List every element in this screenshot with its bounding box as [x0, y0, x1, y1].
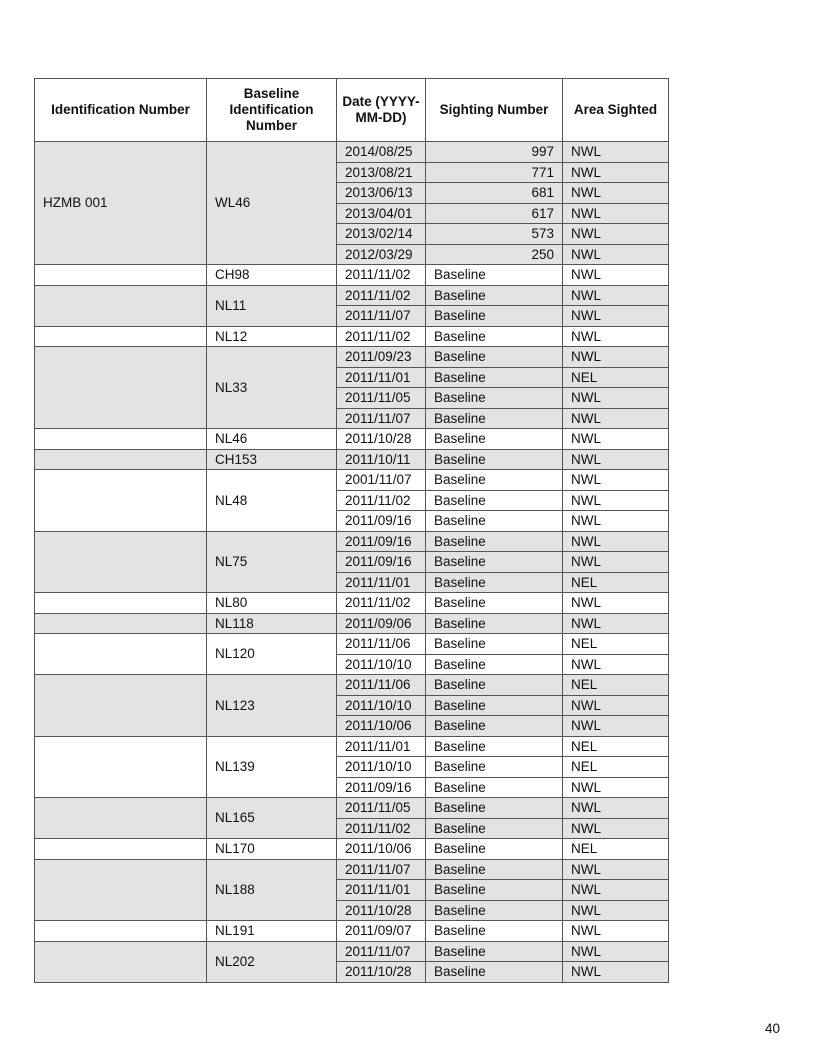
table-row: [35, 449, 669, 470]
sightings-table: [34, 78, 669, 983]
area-sighted-cell: NWL: [563, 962, 669, 983]
date-cell: 2011/11/05: [337, 798, 426, 819]
area-sighted-cell: NWL: [563, 470, 669, 491]
identification-number-cell: [35, 326, 207, 347]
area-sighted-cell: NWL: [563, 183, 669, 204]
area-sighted-cell: NEL: [563, 675, 669, 696]
sighting-number-cell: 573: [426, 224, 563, 245]
area-sighted-cell: NWL: [563, 716, 669, 737]
identification-number-cell: [35, 449, 207, 470]
date-cell: 2011/09/16: [337, 777, 426, 798]
area-sighted-cell: NEL: [563, 572, 669, 593]
sighting-number-cell: Baseline: [426, 449, 563, 470]
date-cell: 2011/11/02: [337, 326, 426, 347]
date-cell: 2011/09/16: [337, 531, 426, 552]
sighting-number-cell: 771: [426, 162, 563, 183]
sighting-number-cell: Baseline: [426, 880, 563, 901]
area-sighted-cell: NWL: [563, 880, 669, 901]
area-sighted-cell: NWL: [563, 900, 669, 921]
sighting-number-cell: Baseline: [426, 347, 563, 368]
date-cell: 2011/10/28: [337, 900, 426, 921]
area-sighted-cell: NWL: [563, 777, 669, 798]
area-sighted-cell: NWL: [563, 162, 669, 183]
area-sighted-cell: NEL: [563, 634, 669, 655]
date-cell: 2011/11/01: [337, 367, 426, 388]
area-sighted-cell: NWL: [563, 265, 669, 286]
table-row: [35, 531, 669, 552]
sighting-number-cell: Baseline: [426, 511, 563, 532]
area-sighted-cell: NEL: [563, 757, 669, 778]
date-cell: 2011/11/02: [337, 490, 426, 511]
area-sighted-cell: NWL: [563, 613, 669, 634]
date-cell: 2011/09/07: [337, 921, 426, 942]
date-cell: 2011/11/06: [337, 634, 426, 655]
area-sighted-cell: NWL: [563, 593, 669, 614]
date-cell: 2011/11/02: [337, 593, 426, 614]
baseline-id-cell: NL139: [207, 736, 337, 798]
header-baseline-identification-number: Baseline Identification Number: [207, 79, 337, 142]
area-sighted-cell: NWL: [563, 798, 669, 819]
area-sighted-cell: NWL: [563, 224, 669, 245]
sighting-number-cell: Baseline: [426, 695, 563, 716]
sighting-number-cell: Baseline: [426, 613, 563, 634]
header-area-sighted: Area Sighted: [563, 79, 669, 142]
sighting-number-cell: 681: [426, 183, 563, 204]
sighting-number-cell: Baseline: [426, 552, 563, 573]
sighting-number-cell: Baseline: [426, 490, 563, 511]
area-sighted-cell: NEL: [563, 367, 669, 388]
date-cell: 2012/03/29: [337, 244, 426, 265]
table-row: [35, 470, 669, 491]
date-cell: 2011/10/11: [337, 449, 426, 470]
date-cell: 2011/10/28: [337, 429, 426, 450]
date-cell: 2011/10/10: [337, 695, 426, 716]
area-sighted-cell: NEL: [563, 736, 669, 757]
area-sighted-cell: NWL: [563, 859, 669, 880]
date-cell: 2011/11/07: [337, 859, 426, 880]
area-sighted-cell: NWL: [563, 429, 669, 450]
sighting-number-cell: Baseline: [426, 654, 563, 675]
date-cell: 2013/02/14: [337, 224, 426, 245]
date-cell: 2011/10/10: [337, 654, 426, 675]
sighting-number-cell: Baseline: [426, 531, 563, 552]
identification-number-cell: [35, 285, 207, 326]
identification-number-cell: [35, 859, 207, 921]
table-row: [35, 429, 669, 450]
table-row: [35, 798, 669, 819]
header-date: Date (YYYY-MM-DD): [337, 79, 426, 142]
sighting-number-cell: Baseline: [426, 367, 563, 388]
identification-number-cell: [35, 941, 207, 982]
identification-number-cell: [35, 347, 207, 429]
area-sighted-cell: NWL: [563, 347, 669, 368]
table-row: [35, 736, 669, 757]
baseline-id-cell: NL12: [207, 326, 337, 347]
area-sighted-cell: NWL: [563, 388, 669, 409]
identification-number-cell: [35, 531, 207, 593]
identification-number-cell: [35, 634, 207, 675]
baseline-id-cell: NL191: [207, 921, 337, 942]
baseline-id-cell: NL33: [207, 347, 337, 429]
sighting-number-cell: Baseline: [426, 572, 563, 593]
table-row: [35, 142, 669, 163]
date-cell: 2011/11/01: [337, 572, 426, 593]
baseline-id-cell: NL118: [207, 613, 337, 634]
sighting-number-cell: Baseline: [426, 921, 563, 942]
area-sighted-cell: NWL: [563, 449, 669, 470]
date-cell: 2011/10/06: [337, 839, 426, 860]
table-row: [35, 326, 669, 347]
header-identification-number: Identification Number: [35, 79, 207, 142]
date-cell: 2011/09/16: [337, 511, 426, 532]
sighting-number-cell: Baseline: [426, 285, 563, 306]
date-cell: 2011/11/07: [337, 306, 426, 327]
date-cell: 2013/08/21: [337, 162, 426, 183]
baseline-id-cell: CH98: [207, 265, 337, 286]
identification-number-cell: [35, 839, 207, 860]
sighting-number-cell: Baseline: [426, 839, 563, 860]
date-cell: 2011/11/02: [337, 818, 426, 839]
identification-number-cell: [35, 675, 207, 737]
date-cell: 2011/10/06: [337, 716, 426, 737]
sighting-number-cell: Baseline: [426, 408, 563, 429]
sighting-number-cell: Baseline: [426, 675, 563, 696]
identification-number-cell: [35, 429, 207, 450]
baseline-id-cell: NL11: [207, 285, 337, 326]
baseline-id-cell: NL80: [207, 593, 337, 614]
header-sighting-number: Sighting Number: [426, 79, 563, 142]
table-row: [35, 859, 669, 880]
baseline-id-cell: NL202: [207, 941, 337, 982]
sighting-number-cell: Baseline: [426, 900, 563, 921]
identification-number-cell: [35, 613, 207, 634]
sighting-number-cell: 617: [426, 203, 563, 224]
area-sighted-cell: NWL: [563, 654, 669, 675]
date-cell: 2011/10/28: [337, 962, 426, 983]
identification-number-cell: [35, 593, 207, 614]
baseline-id-cell: NL120: [207, 634, 337, 675]
identification-number-cell: HZMB 001: [35, 142, 207, 265]
area-sighted-cell: NWL: [563, 306, 669, 327]
identification-number-cell: [35, 265, 207, 286]
sighting-number-cell: Baseline: [426, 736, 563, 757]
sighting-number-cell: 997: [426, 142, 563, 163]
area-sighted-cell: NWL: [563, 818, 669, 839]
table-row: [35, 613, 669, 634]
identification-number-cell: [35, 736, 207, 798]
table-row: [35, 347, 669, 368]
sighting-number-cell: Baseline: [426, 429, 563, 450]
table-body: [35, 142, 669, 983]
date-cell: 2011/11/02: [337, 265, 426, 286]
date-cell: 2011/11/01: [337, 880, 426, 901]
table-row: [35, 634, 669, 655]
baseline-id-cell: NL165: [207, 798, 337, 839]
date-cell: 2014/08/25: [337, 142, 426, 163]
table-row: [35, 675, 669, 696]
area-sighted-cell: NWL: [563, 921, 669, 942]
date-cell: 2011/11/02: [337, 285, 426, 306]
sighting-number-cell: Baseline: [426, 798, 563, 819]
area-sighted-cell: NWL: [563, 531, 669, 552]
area-sighted-cell: NWL: [563, 511, 669, 532]
area-sighted-cell: NEL: [563, 839, 669, 860]
date-cell: 2011/11/01: [337, 736, 426, 757]
date-cell: 2013/06/13: [337, 183, 426, 204]
date-cell: 2011/09/16: [337, 552, 426, 573]
identification-number-cell: [35, 798, 207, 839]
baseline-id-cell: NL170: [207, 839, 337, 860]
sighting-number-cell: Baseline: [426, 634, 563, 655]
sighting-number-cell: Baseline: [426, 593, 563, 614]
table-row: [35, 921, 669, 942]
sighting-number-cell: Baseline: [426, 818, 563, 839]
identification-number-cell: [35, 470, 207, 532]
baseline-id-cell: NL75: [207, 531, 337, 593]
date-cell: 2011/11/07: [337, 941, 426, 962]
date-cell: 2011/11/06: [337, 675, 426, 696]
table-row: [35, 285, 669, 306]
area-sighted-cell: NWL: [563, 408, 669, 429]
table-row: [35, 839, 669, 860]
date-cell: 2011/11/05: [337, 388, 426, 409]
area-sighted-cell: NWL: [563, 941, 669, 962]
sighting-number-cell: Baseline: [426, 470, 563, 491]
area-sighted-cell: NWL: [563, 326, 669, 347]
sighting-number-cell: Baseline: [426, 265, 563, 286]
area-sighted-cell: NWL: [563, 552, 669, 573]
sighting-number-cell: Baseline: [426, 859, 563, 880]
baseline-id-cell: WL46: [207, 142, 337, 265]
area-sighted-cell: NWL: [563, 244, 669, 265]
table-row: [35, 941, 669, 962]
baseline-id-cell: NL48: [207, 470, 337, 532]
date-cell: 2011/09/23: [337, 347, 426, 368]
baseline-id-cell: CH153: [207, 449, 337, 470]
baseline-id-cell: NL123: [207, 675, 337, 737]
sighting-number-cell: Baseline: [426, 306, 563, 327]
sighting-number-cell: Baseline: [426, 941, 563, 962]
area-sighted-cell: NWL: [563, 203, 669, 224]
page-number: 40: [764, 1021, 780, 1036]
table-row: [35, 593, 669, 614]
sighting-number-cell: Baseline: [426, 326, 563, 347]
date-cell: 2013/04/01: [337, 203, 426, 224]
area-sighted-cell: NWL: [563, 285, 669, 306]
sighting-number-cell: Baseline: [426, 757, 563, 778]
sighting-number-cell: Baseline: [426, 716, 563, 737]
table-header-row: [35, 79, 669, 142]
table-row: [35, 265, 669, 286]
sighting-number-cell: Baseline: [426, 962, 563, 983]
date-cell: 2011/09/06: [337, 613, 426, 634]
sighting-number-cell: 250: [426, 244, 563, 265]
date-cell: 2011/10/10: [337, 757, 426, 778]
date-cell: 2001/11/07: [337, 470, 426, 491]
sighting-number-cell: Baseline: [426, 388, 563, 409]
baseline-id-cell: NL46: [207, 429, 337, 450]
area-sighted-cell: NWL: [563, 142, 669, 163]
baseline-id-cell: NL188: [207, 859, 337, 921]
identification-number-cell: [35, 921, 207, 942]
sighting-number-cell: Baseline: [426, 777, 563, 798]
area-sighted-cell: NWL: [563, 695, 669, 716]
area-sighted-cell: NWL: [563, 490, 669, 511]
date-cell: 2011/11/07: [337, 408, 426, 429]
